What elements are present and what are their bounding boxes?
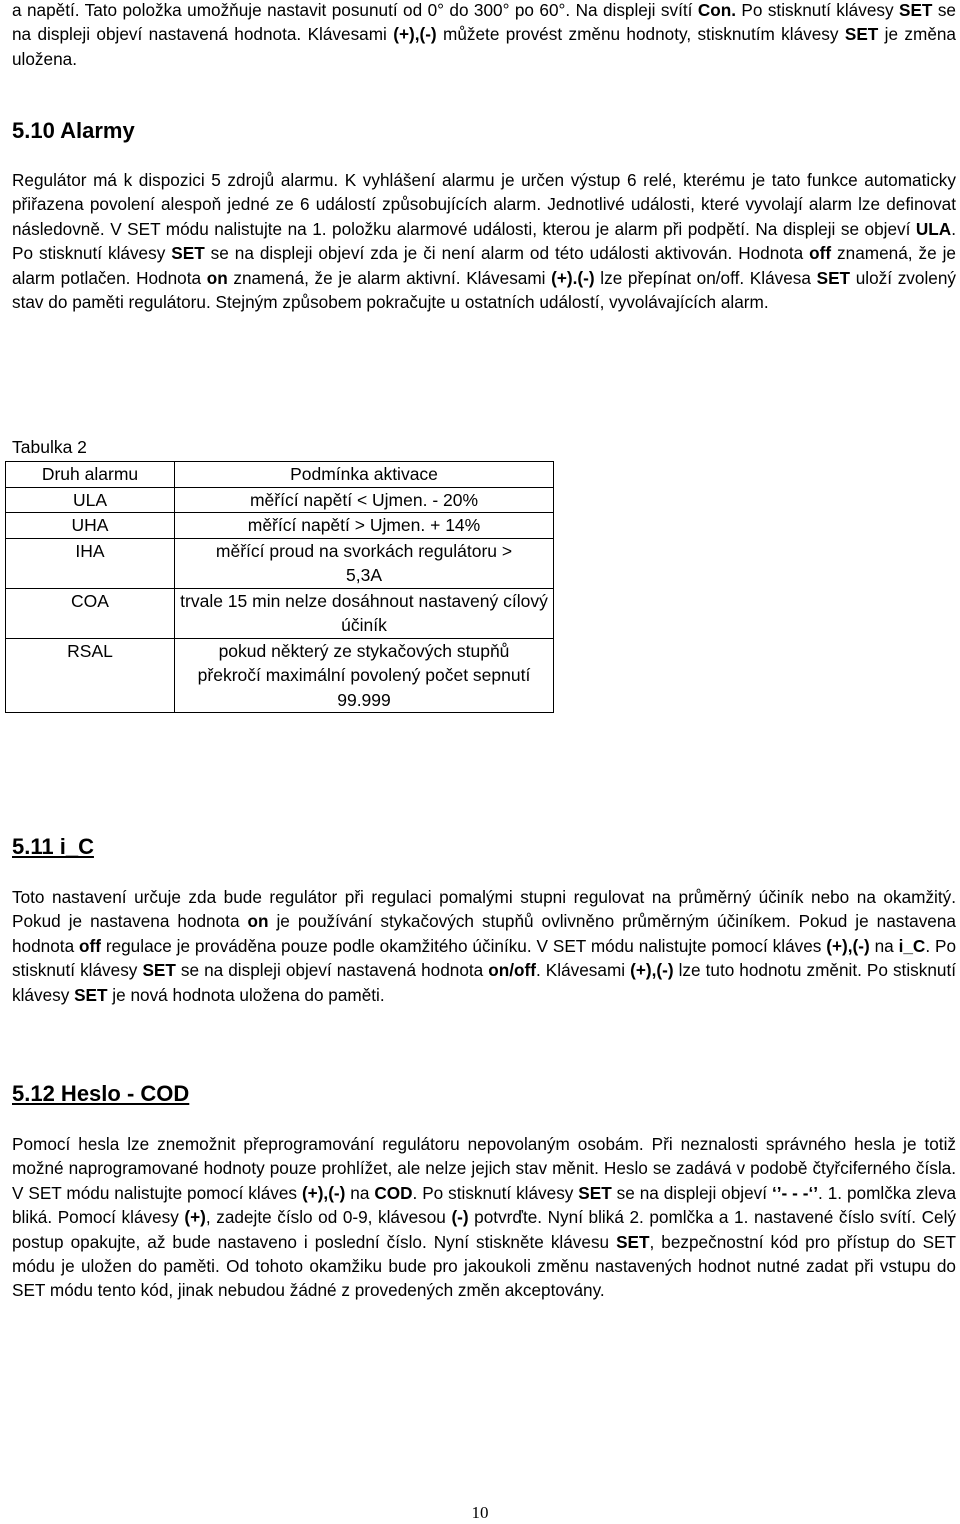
text-run: , bezpečnostní kód pro přístup do SET módu je uložen do paměti. Od tohoto okamžiku bude pro jakoukoli změnu nastavených hodnot nutné zadat při vstupu do SET módu tento kód, jinak nebudou žádné z provedených změn akceptovány. xyxy=(12,1231,957,1301)
table-row xyxy=(6,588,554,638)
bold-run: on xyxy=(206,267,228,288)
text-run: se na displeji objeví xyxy=(611,1182,772,1203)
text-run: se na displeji objeví zda je či není alarm od této události aktivován. Hodnota xyxy=(204,243,810,264)
table-cell: IHA xyxy=(6,538,175,588)
text-run: . Po stisknutí klávesy xyxy=(12,935,957,981)
bold-run: COD xyxy=(374,1182,413,1203)
table-cell: měřící napětí < Ujmen. - 20% xyxy=(175,487,554,513)
text-run: je používání stykačových stupňů ovlivněno průměrným účiníkem. Pokud je nastavena hodnota xyxy=(12,911,956,956)
table-cell: měřící napětí > Ujmen. + 14% xyxy=(175,513,554,539)
text-run: Toto nastavení určuje zda bude regulátor při regulaci pomalými stupni regulovat na průměrný účiník nebo na okamžitý. Pokud je nastavena hodnota xyxy=(12,887,956,932)
bold-run: SET xyxy=(74,984,108,1005)
bold-run: (+),(-) xyxy=(301,1182,346,1203)
bold-run: SET xyxy=(899,0,933,20)
text-run: můžete provést změnu hodnoty, stisknutím klávesy xyxy=(436,24,845,45)
bold-run: (+) xyxy=(184,1207,206,1228)
bold-run: (-) xyxy=(451,1207,469,1228)
table-cell: COA xyxy=(6,588,175,638)
password-paragraph xyxy=(12,1132,956,1303)
text-run: Pomocí hesla lze znemožnit přeprogramování regulátoru nepovolaným osobám. Při neznalosti správného hesla je totiž možné naprogramované hodnoty pouze prohlížet, ale nelze jejich stav měnit. Heslo se zadává v podobě čtyřciferného čísla. V SET módu nalistujte pomocí kláves xyxy=(12,1134,956,1203)
bold-run: Con. xyxy=(697,0,736,20)
ic-paragraph xyxy=(12,885,956,1007)
text-run: . 1. pomlčka zleva bliká. Pomocí klávesy xyxy=(12,1182,956,1228)
text-run: je změna uložena. xyxy=(12,24,956,69)
text-run: lze přepínat on/off. Klávesa xyxy=(594,267,817,288)
table-cell: UHA xyxy=(6,513,175,539)
section-heading-5-12: 5.12 Heslo - COD xyxy=(12,1081,190,1106)
table-header-row xyxy=(6,462,554,488)
bold-run: SET xyxy=(844,24,879,45)
text-run: je nová hodnota uložena do paměti. xyxy=(107,984,385,1005)
text-run: potvrďte. Nyní bliká 2. pomlčka a 1. nastavené číslo svítí. Celý postup opakujte, až bude nastaveno i poslední číslo. Nyní stiskněte klávesu xyxy=(12,1207,956,1252)
text-run: se na displeji objeví nastavená hodnota xyxy=(175,960,489,981)
bold-run: SET xyxy=(142,960,176,981)
bold-run: SET xyxy=(171,243,205,264)
bold-run: off xyxy=(809,243,832,264)
table-cell: RSAL xyxy=(6,638,175,713)
bold-run: ‘’- - -‘’ xyxy=(771,1182,819,1203)
page-number: 10 xyxy=(471,1503,489,1522)
text-run: regulace je prováděna pouze podle okamžitého účiníku. V SET módu nalistujte pomocí kláves xyxy=(100,935,827,956)
table-row xyxy=(6,638,554,713)
bold-run: ULA xyxy=(915,218,952,239)
text-run: . Po stisknutí klávesy xyxy=(12,218,956,264)
bold-run: (+).(-) xyxy=(551,267,595,288)
text-run: na xyxy=(345,1182,375,1203)
text-run: Po stisknutí klávesy xyxy=(736,0,899,20)
bold-run: SET xyxy=(578,1182,612,1203)
table-cell: měřící proud na svorkách regulátoru > 5,3A xyxy=(175,538,554,588)
table-row xyxy=(6,487,554,513)
text-run: Regulátor má k dispozici 5 zdrojů alarmu. K vyhlášení alarmu je určen výstup 6 relé, kterému je tato funkce automaticky přiřazena povolení alespoň jedné ze 6 událostí způsobujících alarm. Jednotlivé události, které vyvolají alarm lze definovat následovně. V SET módu nalistujte na 1. položku alarmové události, kterou je alarm při podpětí. Na displeji se objeví xyxy=(12,170,956,239)
bold-run: SET xyxy=(816,267,851,288)
bold-run: (+),(-) xyxy=(630,960,674,981)
text-run: znamená, že je alarm potlačen. Hodnota xyxy=(12,243,956,288)
section-heading-5-10: 5.10 Alarmy xyxy=(12,118,135,143)
bold-run: i_C xyxy=(898,935,926,956)
text-run: , zadejte číslo od 0-9, klávesou xyxy=(205,1207,452,1228)
text-run: se na displeji objeví nastavená hodnota. Klávesami xyxy=(12,0,956,45)
table-row xyxy=(6,538,554,588)
alarm-table xyxy=(5,461,554,713)
table-header-cell: Podmínka aktivace xyxy=(175,462,554,488)
bold-run: SET xyxy=(616,1231,650,1252)
bold-run: (+),(-) xyxy=(393,24,437,45)
bold-run: off xyxy=(79,935,101,956)
table-cell: ULA xyxy=(6,487,175,513)
alarm-paragraph xyxy=(12,168,956,314)
text-run: znamená, že je alarm aktivní. Klávesami xyxy=(227,267,552,288)
section-heading-5-11: 5.11 i_C xyxy=(12,834,94,859)
bold-run: on xyxy=(247,911,269,932)
bold-run: on/off xyxy=(488,960,536,981)
bold-run: (+),(-) xyxy=(826,935,870,956)
table-caption: Tabulka 2 xyxy=(12,437,87,457)
text-run: na xyxy=(869,935,899,956)
table-cell: trvale 15 min nelze dosáhnout nastavený cílový účiník xyxy=(175,588,554,638)
text-run: a napětí. Tato položka umožňuje nastavit posunutí od 0° do 300° po 60°. Na displeji svítí xyxy=(12,0,698,20)
text-run: lze tuto hodnotu změnit. Po stisknutí klávesy xyxy=(12,960,957,1005)
table-cell: pokud některý ze stykačových stupňů překročí maximální povolený počet sepnutí 99.999 xyxy=(175,638,554,713)
text-run: uloží zvolený stav do paměti regulátoru. Stejným způsobem pokračujte u ostatních událostí, vyvolávajících alarm. xyxy=(12,267,956,313)
intro-paragraph xyxy=(12,0,956,71)
table-header-cell: Druh alarmu xyxy=(6,462,175,488)
table-row xyxy=(6,513,554,539)
text-run: . Klávesami xyxy=(535,960,631,981)
text-run: . Po stisknutí klávesy xyxy=(412,1182,579,1203)
